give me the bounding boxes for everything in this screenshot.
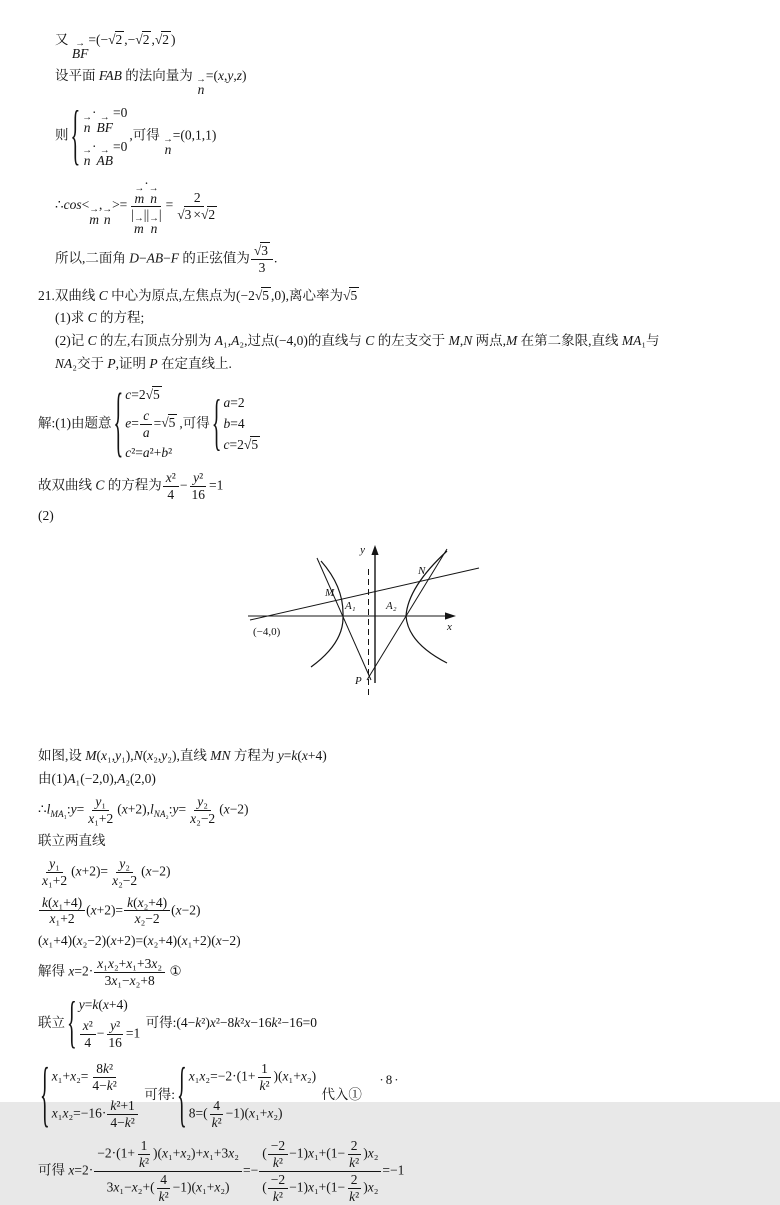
solution21-part2 — [38, 748, 752, 1205]
hyperbola-figure — [243, 541, 493, 703]
fraction: $\frac{\text{k(x₂+4)}}{\text{x₂−2}}$ — [124, 895, 170, 928]
fraction: ( $\frac{-2}{\text{k²}}$ −1)x₁+(1− $\frac{2}{\text{k²}}$ )x₂ ( $\frac{-2}{\text{k²}}$ −1)x₁+(1− $\frac{2}{\text{k²}}$ )x₂ — [259, 1138, 381, 1205]
radical: √2 — [108, 32, 123, 47]
cases-brace: { c=2√5 e= $\frac{c}{a}$ =√5 c²=a²+b² — [113, 381, 176, 467]
hyperbola-left-branch — [311, 561, 343, 667]
fraction: $\frac{\text{x²}}{4}$ — [80, 1018, 96, 1051]
fraction: $\frac{\text{k²+1}}{\text{4−k²}}$ — [107, 1098, 137, 1131]
vector: → m — [134, 182, 145, 206]
math-line: 如图,设 M(x₁,y₁),N(x₂,y₂),直线 MN 方程为 y=k(x+4) — [38, 748, 327, 764]
math-line: 设平面 FAB 的法向量为 → n =(x,y,z) — [55, 67, 247, 98]
radical: √3 — [253, 242, 269, 258]
vector: → BF — [71, 38, 89, 62]
fraction: $\frac{\text{y₂}}{\text{x₂−2}}$ — [112, 855, 138, 888]
point-n-label: N — [418, 565, 426, 578]
fraction: $\frac{\text{y²}}{16}$ — [108, 1017, 122, 1050]
fraction: $\frac{2}{√3 \times√2}$ — [177, 190, 216, 223]
y-axis-arrow-icon — [371, 545, 378, 555]
fraction: $\frac{-2}{\text{k²}}$ — [268, 1172, 288, 1205]
vector: → n — [82, 111, 92, 135]
math-line: NA₂交于 P,证明 P 在定直线上. — [55, 356, 232, 372]
fraction: −2·(1+ $\frac{1}{\text{k²}}$ )(x₁+x₂)+x₁+3x₂ 3x₁−x₂+( $\frac{4}{\text{k²}}$ −1)(x₁+x₂) — [94, 1138, 242, 1205]
x-axis-label: x — [447, 621, 452, 634]
x-axis-arrow-icon — [445, 613, 456, 620]
cases-brace: { a=2 b=4 c=2√5 — [211, 389, 259, 458]
fraction: $\frac{\text{y₁}}{\text{x₁+2}}$ — [88, 793, 114, 826]
vector: → n — [149, 213, 159, 237]
radical: √2 — [201, 207, 216, 223]
vector: → n — [196, 74, 206, 98]
fraction: $\frac{√3}{3}$ — [251, 243, 273, 276]
point-a2-label: A₂ — [386, 600, 397, 613]
math-line: 联立 { y=k(x+4) $\frac{\text{x²}}{4}$ − $\frac{\text{y²}}{16}$ =1 可得:(4−k²)x²−8k²x−16k²−16=0 — [38, 992, 317, 1055]
math-line: 联立两直线 — [38, 832, 106, 848]
vector: → n — [163, 134, 173, 158]
math-line: (x₁+4)(x₂−2)(x+2)=(x₂+4)(x₁+2)(x−2) — [38, 933, 241, 949]
fraction: $\frac{\text{8k²}}{\text{4−k²}}$ — [92, 1060, 117, 1093]
point-neg4-label: (−4,0) — [253, 626, 281, 639]
math-line: 可得 x=2· −2·(1+ $\frac{1}{\text{k²}}$ )(x₁+x₂)+x₁+3x₂ 3x₁−x₂+( $\frac{4}{\text{k²}}$ −1)(x₁+x₂) =− ( $\frac{-2}{\text{k²}}$ −1)x₁+(1− $\frac{2}{\text{k²}}$ )x₂ ( $\frac{-2}{\text{k²}}$ −1)x₁+(1− $\frac{2}{\text{k²}}$ )x₂ =−1 — [38, 1138, 405, 1205]
point-a1-label: A₁ — [345, 600, 356, 613]
math-line: (1)求 C 的方程; — [55, 310, 145, 326]
fraction: $\frac{1}{\text{k²}}$ — [138, 1138, 150, 1171]
radical: √5 — [161, 415, 176, 431]
point-m-label: M — [325, 587, 335, 600]
fraction: $\frac{2}{\text{k²}}$ — [349, 1172, 360, 1205]
fraction: $\frac{\text{k(x₁+4)}}{\text{x₁+2}}$ — [39, 895, 85, 928]
radical: √2 — [135, 32, 150, 47]
fraction: $\frac{\text{y₁}}{\text{x₁+2}}$ — [42, 855, 68, 888]
math-line: ∴cos< → m , → n >= → m · → n | → m || → n | = $\frac{2}{√3 \times√2}$ — [55, 176, 752, 236]
solution21-part1 — [38, 381, 752, 525]
vector: → AB — [96, 145, 113, 169]
math-line: 解:(1)由题意 { c=2√5 e= $\frac{c}{a}$ =√5 c²=a²+b² ,可得 { a=2 b=4 c=2√5 — [38, 381, 259, 467]
math-line: 又 → BF =(−√2 ,−√2 ,√2 ) — [55, 32, 176, 62]
vector: → BF — [96, 111, 113, 135]
fraction: $\frac{\text{x₁x₂+x₁+3x₂}}{\text{3x₁−x₂+8}}$ — [94, 956, 165, 989]
vector: → n — [82, 145, 92, 169]
fraction: $\frac{\text{y₂}}{\text{x₂−2}}$ — [190, 793, 216, 826]
radical: √5 — [145, 387, 160, 402]
math-line: 21.双曲线 C 中心为原点,左焦点为(−2√5 ,0),离心率为√5 — [38, 287, 358, 303]
math-line: 则 { → n · → BF =0 → n · → AB =0 ,可得 → n =(0,1,1) — [55, 100, 217, 173]
math-line: { x₁+x₂= $\frac{\text{8k²}}{\text{4−k²}}$ x₁x₂=−16· $\frac{\text{k²+1}}{\text{4−k²}}$ 可得: { x₁x₂=−2·(1+ $\frac{1}{\text{k²}}$ )(x₁+x₂) 8=( $\frac{4}{\text{k²}}$ −1)(x₁+x₂) 代入① — [40, 1055, 362, 1136]
cases-brace: { x₁+x₂= $\frac{\text{8k²}}{\text{4−k²}}$ x₁x₂=−16· $\frac{\text{k²+1}}{\text{4−k²}}$ — [40, 1059, 139, 1133]
cases-brace: { x₁x₂=−2·(1+ $\frac{1}{\text{k²}}$ )(x₁+x₂) 8=( $\frac{4}{\text{k²}}$ −1)(x₁+x₂) — [176, 1055, 317, 1136]
math-line: (2) — [38, 508, 54, 524]
vector: → n — [102, 204, 113, 228]
line-na2 — [367, 549, 447, 680]
fraction: $\frac{c}{a}$ — [140, 408, 153, 441]
y-axis-label: y — [360, 544, 365, 557]
fraction: $\frac{2}{\text{k²}}$ — [349, 1138, 360, 1171]
fraction: $\frac{4}{\text{k²}}$ — [158, 1172, 169, 1205]
fraction: $\frac{1}{\text{k²}}$ — [259, 1060, 270, 1093]
radical: √5 — [343, 287, 358, 303]
fraction: $\frac{4}{\text{k²}}$ — [211, 1097, 222, 1130]
page-number: ·8· — [379, 1071, 401, 1087]
math-line: 由(1)A₁(−2,0),A₂(2,0) — [38, 771, 156, 787]
radical: √5 — [254, 287, 270, 303]
fraction: $\frac{-2}{\text{k²}}$ — [268, 1138, 288, 1171]
radical: √2 — [154, 32, 169, 47]
problem21-statement — [38, 288, 752, 374]
fraction: $\frac{\text{y²}}{16}$ — [191, 469, 205, 502]
math-line: 所以,二面角 D−AB−F 的正弦值为 $\frac{√3}{3}$ . — [55, 242, 278, 275]
vector: → n — [148, 182, 159, 206]
radical: √3 — [177, 207, 192, 223]
math-line: $\frac{\text{k(x₁+4)}}{\text{x₁+2}}$ (x+2)= $\frac{\text{k(x₂+4)}}{\text{x₂−2}}$ (x−2) — [38, 895, 752, 928]
vector: → m — [134, 213, 144, 237]
line-mn — [250, 568, 479, 620]
math-line: $\frac{\text{y₁}}{\text{x₁+2}}$ (x+2)= $\frac{\text{y₂}}{\text{x₂−2}}$ (x−2) — [38, 856, 752, 889]
line-ma1 — [317, 558, 371, 680]
fraction: $\frac{\text{x²}}{4}$ — [163, 470, 179, 503]
solution-block-problem20 — [38, 32, 752, 276]
cases-brace: { → n · → BF =0 → n · → AB =0 — [70, 100, 128, 173]
vector: → m — [89, 204, 99, 228]
math-line: 解得 x=2· $\frac{\text{x₁x₂+x₁+3x₂}}{\text{3x₁−x₂+8}}$ ① — [38, 956, 182, 989]
fraction: → m · → n | → m || → n | — [131, 176, 162, 237]
math-line: 故双曲线 C 的方程为 $\frac{\text{x²}}{4}$ − $\frac{\text{y²}}{16}$ =1 — [38, 469, 224, 502]
point-p-label: P — [355, 675, 362, 688]
radical: √5 — [243, 436, 259, 452]
math-line: (2)记 C 的左,右顶点分别为 A₁,A₂,过点(−4,0)的直线与 C 的左支交于 M,N 两点,M 在第二象限,直线 MA₁与 — [55, 333, 660, 349]
cases-brace: { y=k(x+4) $\frac{\text{x²}}{4}$ − $\frac{\text{y²}}{16}$ =1 — [67, 992, 141, 1055]
math-line: $\therefore l_{MA_1}:y=$ $\frac{\text{y₁}}{\text{x₁+2}}$ $(x+2),l_{NA_2}:y=$ $\frac{\text{y₂}}{\text{x₂−2}}$ (x−2) — [38, 793, 249, 826]
